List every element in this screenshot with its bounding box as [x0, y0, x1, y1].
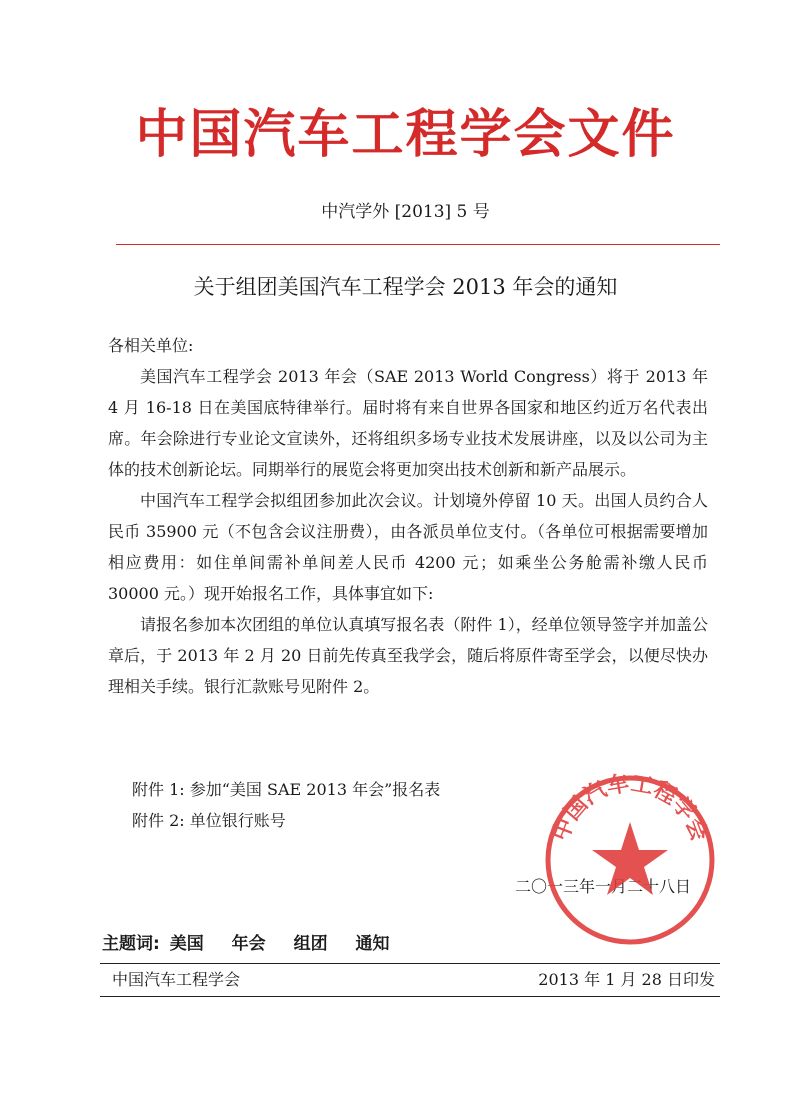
official-seal-icon: [540, 770, 720, 950]
document-header-title: 中国汽车工程学会文件: [135, 105, 676, 165]
keywords-line: [102, 930, 412, 958]
keyword: 通知: [355, 934, 390, 954]
keyword: 美国: [169, 934, 204, 954]
body-paragraph: 美国汽车工程学会 2013 年会（SAE 2013 World Congress）将于 2013 年 4 月 16-18 日在美国底特律举行。届时将有来自世界各国家和地区约近万名代表出席。年会除进行专业论文宣读外，还将组织多场专业技术发展讲座，以及以公司为主体的技术创新论坛。同期举行的展览会将更加突出技术创新和新产品展示。: [108, 367, 708, 479]
body-paragraph: 请报名参加本次团组的单位认真填写报名表（附件 1），经单位领导签字并加盖公章后，于 2013 年 2 月 20 日前先传真至我学会，随后将原件寄至学会，以便尽快办理相关手续。银行汇款账号见附件 2。: [108, 615, 708, 696]
footer-issue-date: 2013 年 1 月 28 日印发: [538, 970, 715, 989]
footer-bottom-rule: [100, 996, 720, 997]
keyword: 组团: [293, 934, 328, 954]
keyword: 年会: [231, 934, 266, 954]
header-divider: [116, 244, 720, 245]
attachment-item: 附件 1: 参加“美国 SAE 2013 年会”报名表: [132, 780, 441, 799]
document-number: 中汽学外 [2013] 5 号: [321, 202, 490, 222]
notice-title: 关于组团美国汽车工程学会 2013 年会的通知: [193, 275, 618, 299]
seal-text: 中国汽车工程学会: [548, 771, 712, 845]
keywords-label: 主题词:: [102, 934, 160, 954]
signature-date: 二〇一三年一月二十八日: [515, 877, 692, 896]
notice-body: [108, 330, 708, 702]
salutation: 各相关单位:: [108, 336, 194, 355]
body-paragraph: 中国汽车工程学会拟组团参加此次会议。计划境外停留 10 天。出国人员约合人民币 35900 元（不包含会议注册费），由各派员单位支付。（各单位可根据需要增加相应费用：如住单间需补单间差人民币 4200 元；如乘坐公务舱需补缴人民币 30000 元。）现开始报名工作，具体事宜如下:: [108, 491, 708, 603]
footer-top-rule: [100, 963, 720, 964]
footer-issuer: 中国汽车工程学会: [112, 970, 241, 989]
seal-star: [592, 822, 668, 895]
attachment-item: 附件 2: 单位银行账号: [132, 811, 286, 830]
